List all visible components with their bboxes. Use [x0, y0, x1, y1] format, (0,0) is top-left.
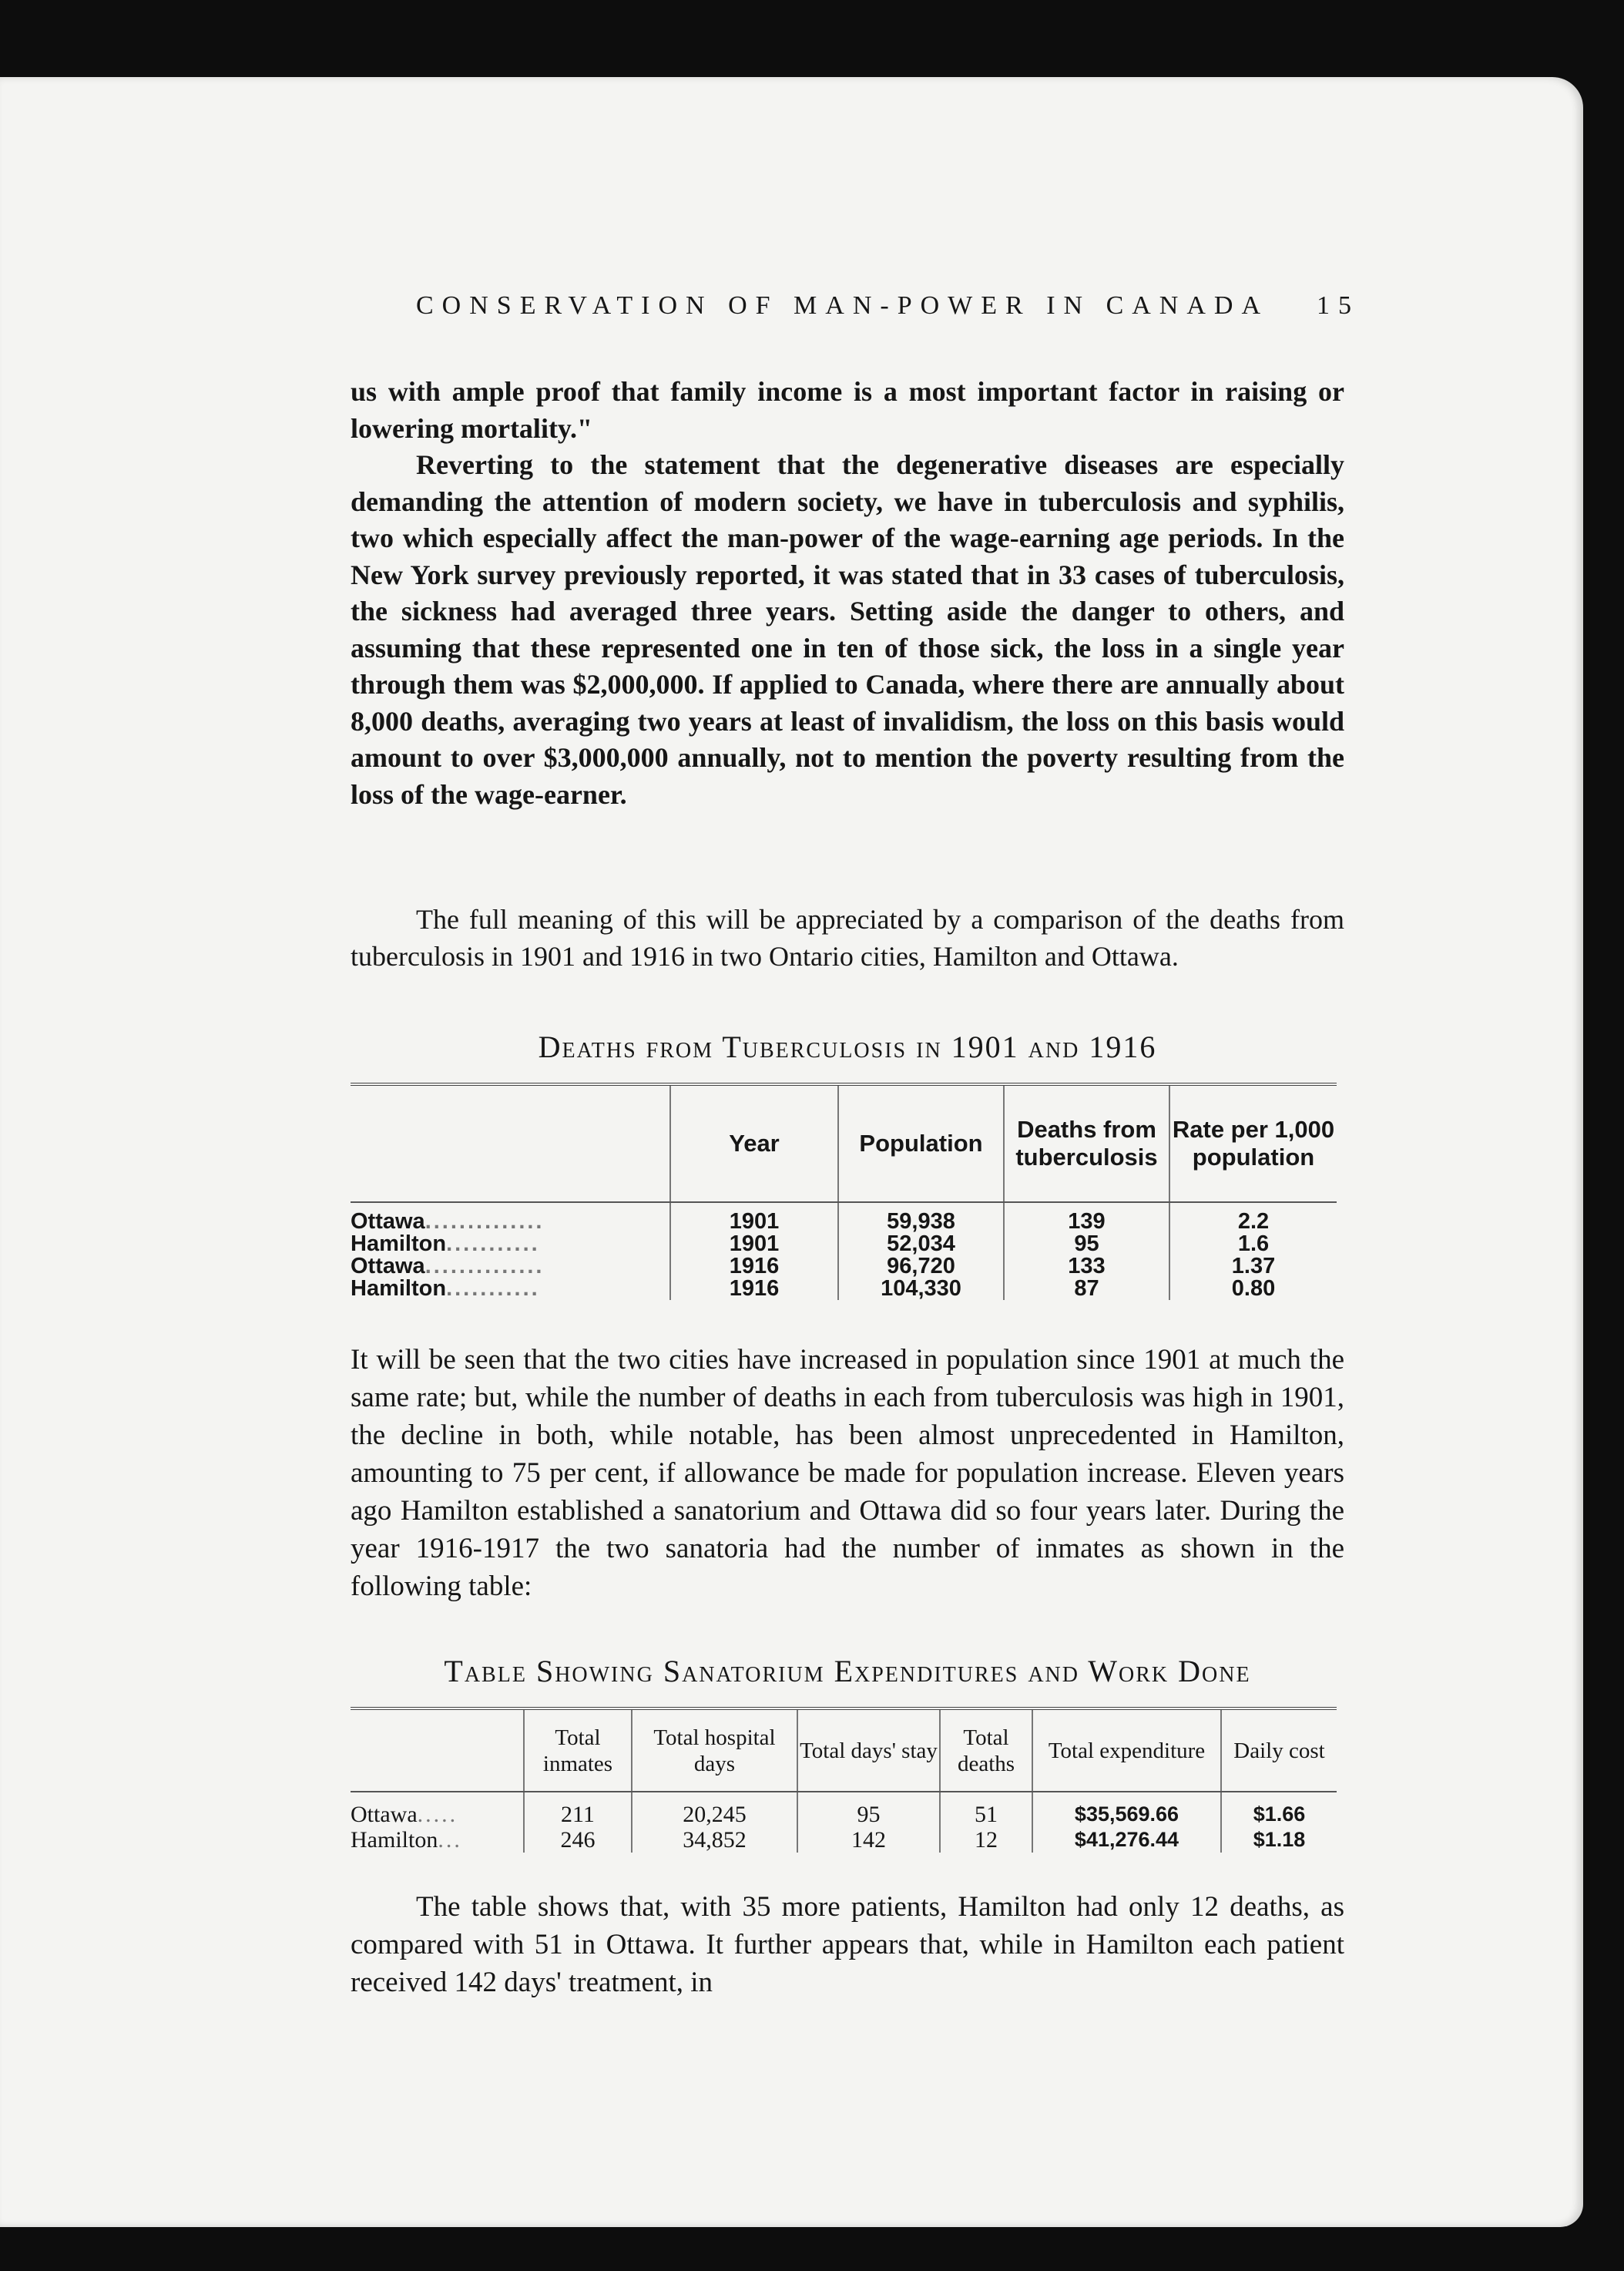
table-row — [351, 1202, 1337, 1233]
table-row — [351, 1278, 1337, 1300]
daily-cost-cell: $1.66 — [1221, 1792, 1337, 1827]
expenditure-cell: $41,276.44 — [1032, 1827, 1221, 1853]
tuberculosis-deaths-table — [351, 1083, 1337, 1300]
population-cell: 96,720 — [838, 1255, 1004, 1278]
deaths-cell: 95 — [1004, 1233, 1169, 1255]
deaths-cell: 51 — [940, 1792, 1032, 1827]
inmates-cell: 246 — [524, 1827, 632, 1853]
paragraph-comparison-intro: The full meaning of this will be appreciated by a comparison of the deaths from tuberculosis in 1901 and 1916 in two Ontario cities, Hamilton and Ottawa. — [351, 904, 1344, 972]
table1-header-blank — [351, 1084, 670, 1202]
running-head — [416, 291, 1360, 321]
table-row — [351, 1255, 1337, 1278]
days-stay-cell: 142 — [797, 1827, 940, 1853]
deaths-cell: 139 — [1004, 1202, 1169, 1233]
rate-cell: 1.6 — [1169, 1233, 1337, 1255]
table1-header-year: Year — [670, 1084, 838, 1202]
paragraph-degenerative-diseases: Reverting to the statement that the degenerative diseases are especially demanding the attention of modern society, we have in tuberculosis and syphilis, two which especially affect the man-power of the wage-earning age periods. In the New York survey previously reported, it was stated that in 33 cases of tuberculosis, the sickness had averaged three years. Setting aside the danger to others, and assuming that these represented one in ten of those sick, the loss in a single year through them was $2,000,000. If applied to Canada, where there are annually about 8,000 deaths, averaging two years at least of invalidism, the loss on this basis would amount to over $3,000,000 annually, not to mention the poverty resulting from the loss of the wage-earner. — [351, 449, 1344, 810]
table2-header-row — [351, 1708, 1337, 1792]
rate-cell: 2.2 — [1169, 1202, 1337, 1233]
running-head-title: CONSERVATION OF MAN-POWER IN CANADA — [416, 291, 1270, 320]
table2-header-deaths: Total deaths — [940, 1708, 1032, 1792]
table2-header-inmates: Total inmates — [524, 1708, 632, 1792]
rate-cell: 0.80 — [1169, 1278, 1337, 1300]
deaths-cell: 12 — [940, 1827, 1032, 1853]
table2-caption: Table Showing Sanatorium Expenditures and Work Done — [444, 1654, 1251, 1688]
deaths-cell: 87 — [1004, 1278, 1169, 1300]
city-cell: Hamilton........... — [351, 1231, 540, 1256]
table-row — [351, 1827, 1337, 1853]
year-cell: 1916 — [670, 1278, 838, 1300]
table2-header-blank — [351, 1708, 524, 1792]
table1-header-row — [351, 1084, 1337, 1202]
table1-header-deaths: Deaths from tuberculosis — [1004, 1084, 1169, 1202]
city-cell: Hamilton........... — [351, 1276, 540, 1301]
city-cell: Ottawa..... — [351, 1802, 458, 1827]
expenditure-cell: $35,569.66 — [1032, 1792, 1221, 1827]
deaths-cell: 133 — [1004, 1255, 1169, 1278]
hospital-days-cell: 34,852 — [632, 1827, 797, 1853]
year-cell: 1916 — [670, 1255, 838, 1278]
city-cell: Ottawa.............. — [351, 1209, 545, 1234]
table-row — [351, 1233, 1337, 1255]
table1-header-population: Population — [838, 1084, 1004, 1202]
table2-header-expenditure: Total expenditure — [1032, 1708, 1221, 1792]
population-cell: 59,938 — [838, 1202, 1004, 1233]
table-row — [351, 1792, 1337, 1827]
table2-header-days-stay: Total days' stay — [797, 1708, 940, 1792]
population-cell: 52,034 — [838, 1233, 1004, 1255]
hospital-days-cell: 20,245 — [632, 1792, 797, 1827]
year-cell: 1901 — [670, 1233, 838, 1255]
sanatorium-expenditures-table — [351, 1707, 1337, 1853]
city-cell: Ottawa.............. — [351, 1254, 545, 1278]
paragraph-continuation: us with ample proof that family income is a most important factor in raising or lowering mortality." — [351, 376, 1344, 444]
page-number: 15 — [1317, 291, 1360, 320]
table1-caption: Deaths from Tuberculosis in 1901 and 1916 — [538, 1030, 1157, 1064]
rate-cell: 1.37 — [1169, 1255, 1337, 1278]
table2-header-daily-cost: Daily cost — [1221, 1708, 1337, 1792]
year-cell: 1901 — [670, 1202, 838, 1233]
table2-header-hospital-days: Total hospital days — [632, 1708, 797, 1792]
paragraph-population-decline: It will be seen that the two cities have increased in population since 1901 at much the same rate; but, while the number of deaths in each from tuberculosis was high in 1901, the decline in both, while notable, has been almost unprecedented in Hamilton, amounting to 75 per cent, if allowance be made for population increase. Eleven years ago Hamilton established a sanatorium and Ottawa did so four years later. During the year 1916-1917 the two sanatoria had the number of inmates as shown in the following table: — [351, 1344, 1344, 1602]
paragraph-table-analysis: The table shows that, with 35 more patients, Hamilton had only 12 deaths, as compared with 51 in Ottawa. It further appears that, while in Hamilton each patient received 142 days' treatment, in — [351, 1891, 1344, 1998]
daily-cost-cell: $1.18 — [1221, 1827, 1337, 1853]
days-stay-cell: 95 — [797, 1792, 940, 1827]
inmates-cell: 211 — [524, 1792, 632, 1827]
population-cell: 104,330 — [838, 1278, 1004, 1300]
table1-header-rate: Rate per 1,000 population — [1169, 1084, 1337, 1202]
city-cell: Hamilton... — [351, 1827, 462, 1853]
